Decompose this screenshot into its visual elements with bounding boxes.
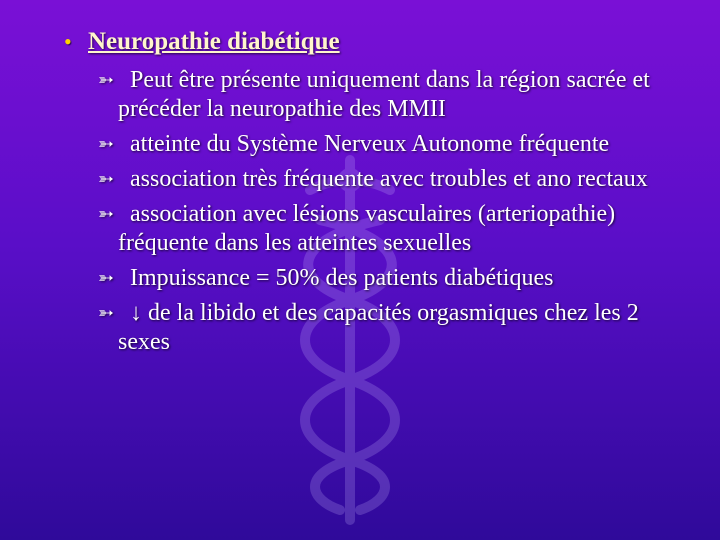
arrow-bullet-icon: ➳ <box>98 204 114 225</box>
bullet-list <box>64 66 684 357</box>
list-item <box>98 66 684 124</box>
list-item-text: association avec lésions vasculaires (arteriopathie) fréquente dans les atteintes sexuelles <box>118 201 616 256</box>
list-item <box>98 200 684 258</box>
arrow-bullet-icon: ➳ <box>98 268 114 289</box>
slide-content <box>64 22 684 363</box>
arrow-bullet-icon: ➳ <box>98 169 114 190</box>
list-item <box>98 264 684 293</box>
list-item <box>98 165 684 194</box>
title-row <box>64 28 684 56</box>
list-item-text: Impuissance = 50% des patients diabétiques <box>130 265 554 291</box>
title-bullet-icon: • <box>64 29 72 54</box>
list-item-text: ↓ de la libido et des capacités orgasmiques chez les 2 sexes <box>118 300 639 355</box>
arrow-bullet-icon: ➳ <box>98 134 114 155</box>
list-item <box>98 130 684 159</box>
list-item-text: atteinte du Système Nerveux Autonome fréquente <box>130 131 610 157</box>
list-item <box>98 299 684 357</box>
slide-title: Neuropathie diabétique <box>88 28 340 55</box>
list-item-text: Peut être présente uniquement dans la région sacrée et précéder la neuropathie des MMII <box>118 67 650 122</box>
list-item-text: association très fréquente avec troubles et ano rectaux <box>130 166 648 192</box>
arrow-bullet-icon: ➳ <box>98 70 114 91</box>
arrow-bullet-icon: ➳ <box>98 303 114 324</box>
